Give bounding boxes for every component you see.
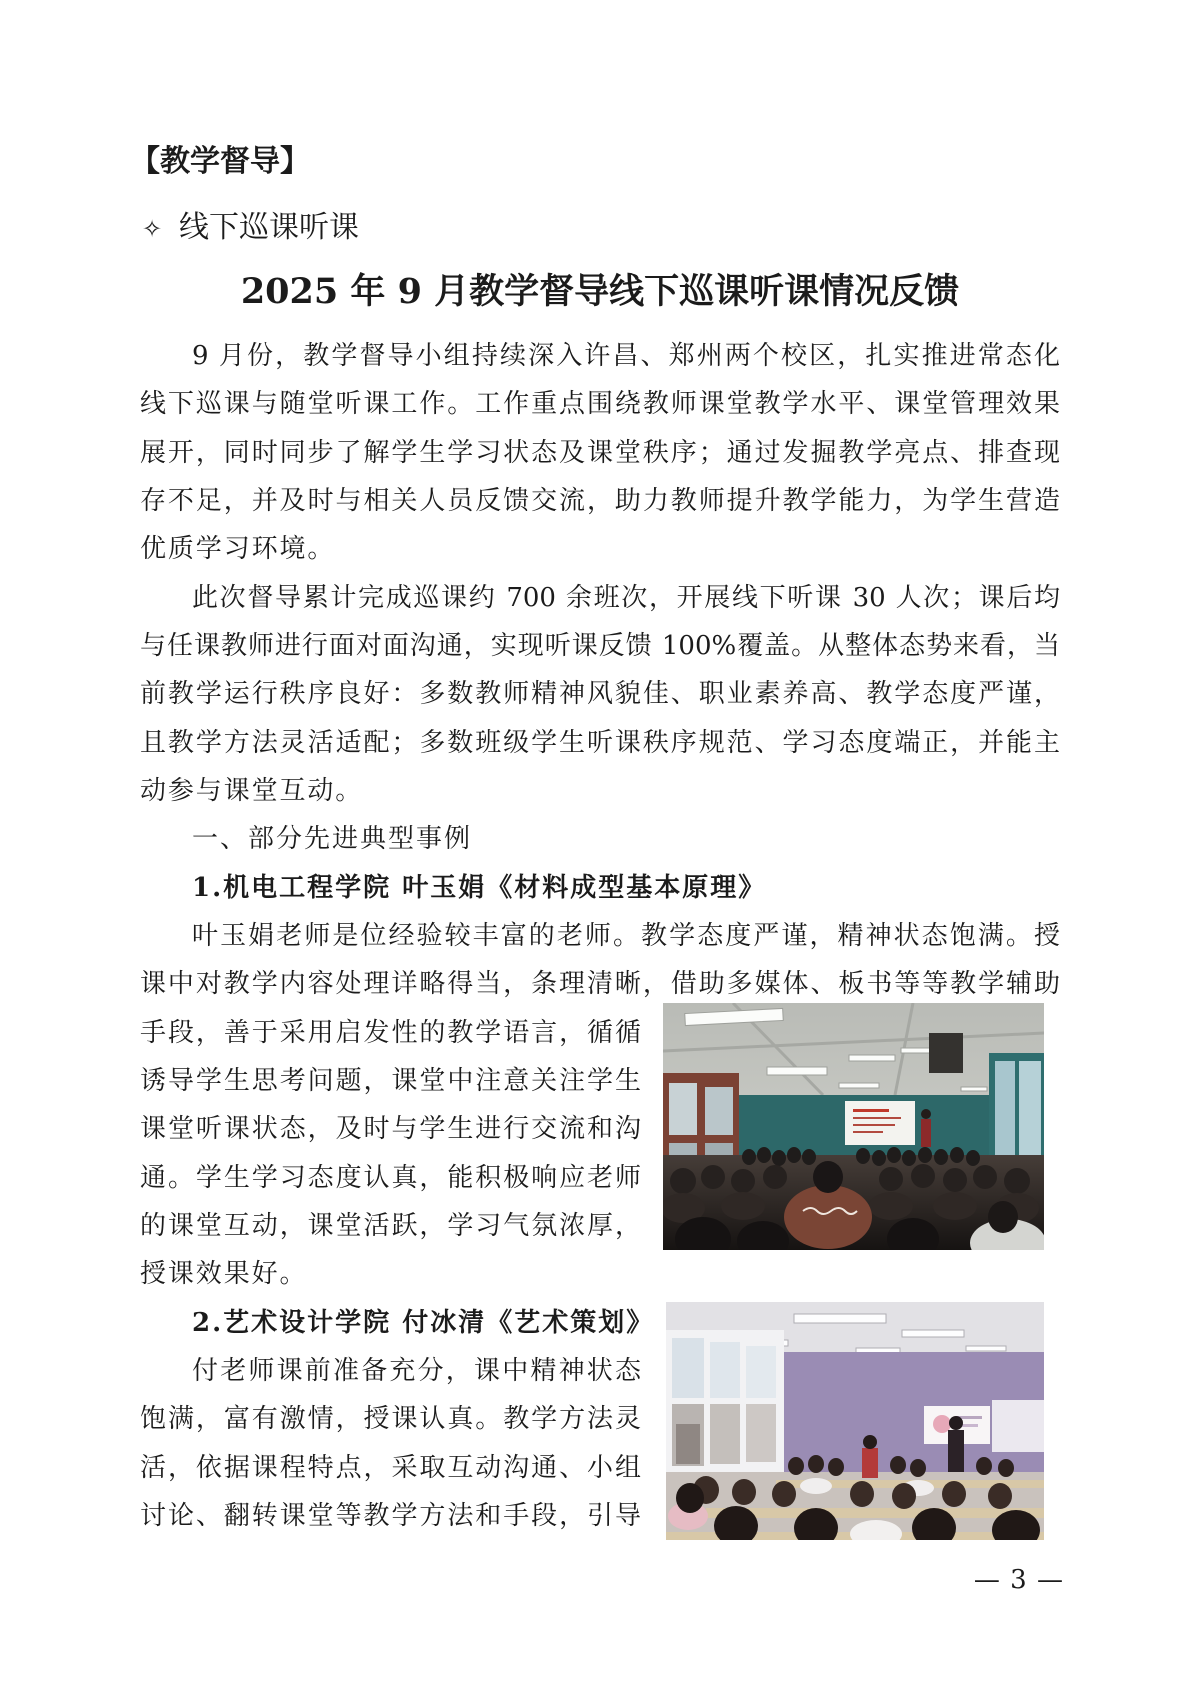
students-shape-shape [788,1457,804,1475]
left-windows-shape [672,1338,704,1398]
left-windows-shape [676,1424,700,1464]
ceiling-lights-shape [767,1067,827,1075]
text-line: 动参与课堂互动。 [140,775,364,806]
ceiling-lights-shape [966,1346,1006,1351]
ceiling-lights-shape [961,1087,987,1091]
students-shape-shape [879,1167,903,1191]
four-pointed-star-icon: ✧ [142,215,163,243]
section-heading: 一、部分先进典型事例 [192,824,473,855]
subsection-label: 线下巡课听课 [179,210,359,245]
ceiling-lights-shape [794,1314,886,1323]
summary-paragraph [140,574,1060,816]
left-windows-shape [710,1404,740,1464]
text-line: 手段，善于采用启发性的教学语言，循循 [140,1017,641,1048]
text-line: 课中对教学内容处理详略得当，条理清晰，借助多媒体、板书等等教学辅助 [140,969,1060,1000]
students-shape-shape [670,1168,696,1194]
classroom-photo-1 [663,1003,1044,1250]
text-line: 诱导学生思考问题，课堂中注意关注学生 [140,1065,641,1096]
text-line: 讨论、翻转课堂等教学方法和手段，引导 [140,1500,641,1531]
students-shape-shape [976,1457,992,1475]
ceiling-lights-shape [839,1083,879,1088]
students-shape-shape [998,1459,1014,1477]
intro-paragraph [140,332,1060,574]
students-shape-shape [808,1455,824,1473]
students-shape-shape [934,1149,948,1165]
students-shape-shape [800,1478,832,1494]
students-shape-shape [721,1192,765,1220]
students-shape-shape [742,1149,756,1165]
students-shape-shape [988,1483,1012,1509]
whiteboard-shape [845,1101,915,1145]
text-line: 与任课教师进行面对面沟通，实现听课反馈 100%覆盖。从整体态势来看，当 [140,630,1060,661]
left-windows [666,1330,784,1477]
text-line: 授课效果好。 [140,1259,308,1290]
students-shape-shape [943,1168,967,1192]
right-window-shape [1019,1061,1041,1171]
students-shape-shape [772,1481,796,1507]
teacher-shape [921,1109,931,1119]
left-windows-shape [710,1342,740,1398]
students-shape-shape [872,1150,886,1166]
students-shape-shape [890,1456,906,1474]
students-shape-shape [850,1481,874,1507]
students-shape-shape [942,1481,966,1507]
students-shape [862,1448,878,1478]
teacher-shape [948,1430,964,1474]
students-shape-shape [973,1165,997,1189]
whiteboard-shape [853,1109,889,1112]
case-title: 2.艺术设计学院 付冰清《艺术策划》 [192,1307,655,1338]
text-line: 活，依据课程特点，采取互动沟通、小组 [140,1452,641,1483]
ceiling-lights-shape [902,1330,964,1337]
students-shape-shape [869,1192,913,1220]
teacher [921,1109,931,1147]
students-shape-shape [731,1169,755,1193]
students-shape-shape [966,1150,980,1166]
text-line: 的课堂互动，课堂活跃，学习气氛浓厚， [140,1210,641,1241]
students-shape [988,1201,1018,1233]
students-shape-shape [902,1150,916,1166]
text-line: 前教学运行秩序良好：多数教师精神风貌佳、职业素养高、教学态度严谨， [140,679,1060,710]
case-title: 1.机电工程学院 叶玉娟《材料成型基本原理》 [192,872,767,903]
students-shape [863,1435,877,1449]
speaker-box [929,1033,963,1073]
students-shape-shape [910,1459,926,1477]
text-line: 存不足，并及时与相关人员反馈交流，助力教师提升教学能力，为学生营造 [140,485,1060,516]
text-line: 优质学习环境。 [140,534,336,565]
subsection-heading [142,208,359,248]
students-shape-shape [887,1147,901,1163]
students-shape-shape [701,1165,725,1189]
text-line: 且教学方法灵活适配；多数班级学生听课秩序规范、学习态度端正，并能主 [140,727,1060,758]
students-shape-shape [918,1147,932,1163]
section-header: 【教学督导】 [130,144,310,179]
page-number: — 3 — [973,1565,1064,1595]
students-shape-shape [892,1483,916,1509]
left-windows-shape [746,1346,776,1398]
students-shape-shape [950,1147,964,1163]
students-shape-shape [802,1149,816,1165]
text-line: 通。学生学习态度认真，能积极响应老师 [140,1162,641,1193]
whiteboard [992,1400,1044,1452]
document-title: 2025 年 9 月教学督导线下巡课听课情况反馈 [240,271,960,312]
students-shape-shape [757,1147,771,1163]
whiteboard-shape [853,1131,883,1133]
teacher-shape [949,1416,963,1430]
text-line: 此次督导累计完成巡课约 700 余班次，开展线下听课 30 人次；课后均 [192,582,1060,613]
students-shape-shape [911,1164,935,1188]
text-line: 叶玉娟老师是位经验较丰富的老师。教学态度严谨，精神状态饱满。授 [192,920,1060,951]
teacher-shape [921,1119,931,1147]
students-shape-shape [772,1150,786,1166]
text-line: 展开，同时同步了解学生学习状态及课堂秩序；通过发掘教学亮点、排查现 [140,437,1060,468]
left-windows-shape [746,1404,776,1462]
right-window-shape [995,1061,1015,1171]
students-shape-shape [732,1479,756,1505]
whiteboard [845,1101,915,1145]
classroom-photo-2 [666,1302,1044,1540]
teacher [948,1416,964,1474]
students-shape-shape [1004,1168,1030,1194]
students-shape [784,1185,872,1249]
students-shape-shape [763,1165,787,1189]
students-shape-shape [856,1148,870,1164]
text-line: 线下巡课与随堂听课工作。工作重点围绕教师课堂教学水平、课堂管理效果 [140,389,1060,420]
ceiling-lights-shape [849,1055,895,1061]
students-shape [813,1161,843,1193]
text-line: 9 月份，教学督导小组持续深入许昌、郑州两个校区，扎实推进常态化 [192,341,1060,371]
text-line: 课堂听课状态，及时与学生进行交流和沟 [140,1114,641,1145]
students-shape-shape [676,1483,704,1513]
text-line: 付老师课前准备充分，课中精神状态 [192,1355,641,1386]
students-shape-shape [787,1147,801,1163]
left-windows-shape [705,1087,733,1135]
desks-shape [706,1508,1044,1518]
text-line: 饱满，富有激情，授课认真。教学方法灵 [140,1404,641,1435]
students-shape-shape [828,1458,844,1476]
whiteboard-shape [853,1124,895,1126]
students-shape-shape [933,1192,977,1220]
whiteboard-shape [853,1117,901,1119]
left-windows-shape [669,1083,697,1135]
